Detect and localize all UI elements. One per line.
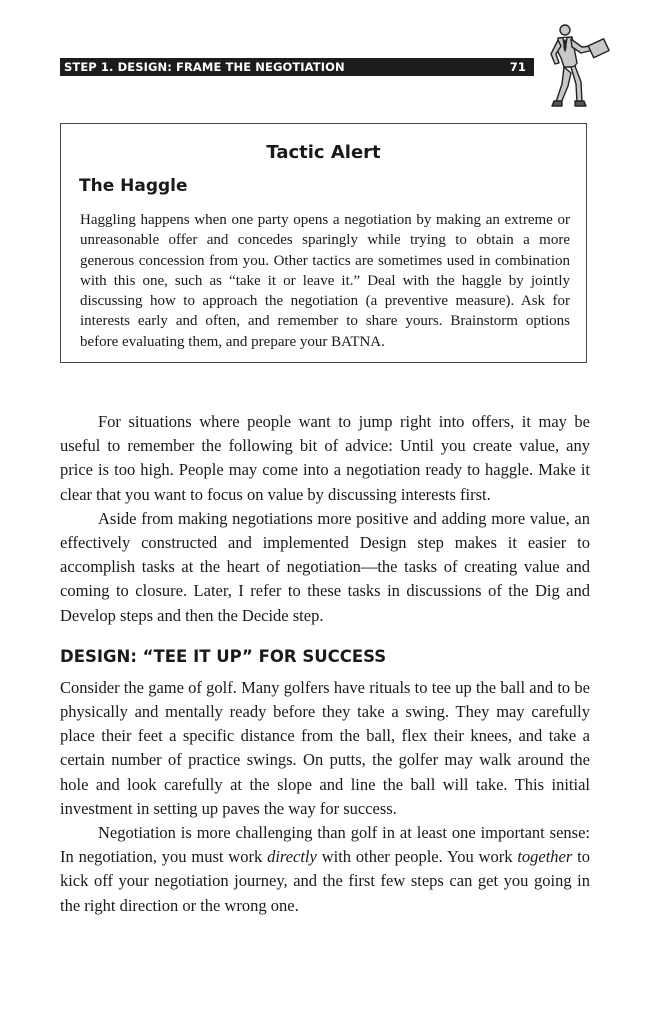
tactic-alert-body: Haggling happens when one party opens a negotiation by making an extreme or unreasonable offer and concedes sparingly while trying to obtain a more generous concession from you. Other tactics are sometimes used in combination with this one, such as “take it or leave it.” Deal with the haggle by jointly discussing how to approach the negotiation (a preventive measure). Ask for interests early and often, and remember to share yours. Brainstorm options before evaluating them, and prepare your BATNA. <box>80 212 570 350</box>
paragraph-4 <box>60 821 590 918</box>
page-number: 71 <box>509 60 526 74</box>
paragraph-4-part-1: Negotiation is more challenging than golf in at least one important sense: In negotiation, you must work <box>60 823 590 867</box>
tactic-alert-box <box>60 123 587 363</box>
emphasis-together: together <box>517 847 573 867</box>
main-text <box>60 410 590 918</box>
emphasis-directly: directly <box>267 847 317 867</box>
paragraph-4-part-3: to kick off your negotiation journey, and the first few steps can get you going in the right direction or the wrong one. <box>60 847 590 915</box>
running-header <box>60 58 534 76</box>
paragraph-3: Consider the game of golf. Many golfers have rituals to tee up the ball and to be physically and mentally ready before they take a swing. They may carefully place their feet a specific distance from the ball, flex their knees, and take a certain number of practice swings. On putts, the golfer may walk around the hole and look carefully at the slope and line the ball will take. This initial investment in setting up paves the way for success. <box>60 677 590 818</box>
paragraph-4-part-2: with other people. You work <box>316 847 518 867</box>
paragraph-2: Aside from making negotiations more positive and adding more value, an effectively constructed and implemented Design step makes it easier to accomplish tasks at the heart of negotiation—the tasks of creating value and coming to closure. Later, I refer to these tasks in discussions of the Dig and Develop steps and then the Decide step. <box>60 508 590 625</box>
chapter-title: STEP 1. DESIGN: FRAME THE NEGOTIATION <box>64 60 345 74</box>
tactic-alert-title: Tactic Alert <box>266 142 381 163</box>
section-heading: DESIGN: “TEE IT UP” FOR SUCCESS <box>60 646 387 666</box>
tactic-alert-subtitle: The Haggle <box>79 176 188 196</box>
businessman-with-briefcase-icon <box>544 20 624 110</box>
paragraph-1: For situations where people want to jump right into offers, it may be useful to remember the following bit of advice: Until you create value, any price is too high. People may come into a negotiation ready to haggle. Make it clear that you want to focus on value by discussing interests first. <box>60 412 590 504</box>
